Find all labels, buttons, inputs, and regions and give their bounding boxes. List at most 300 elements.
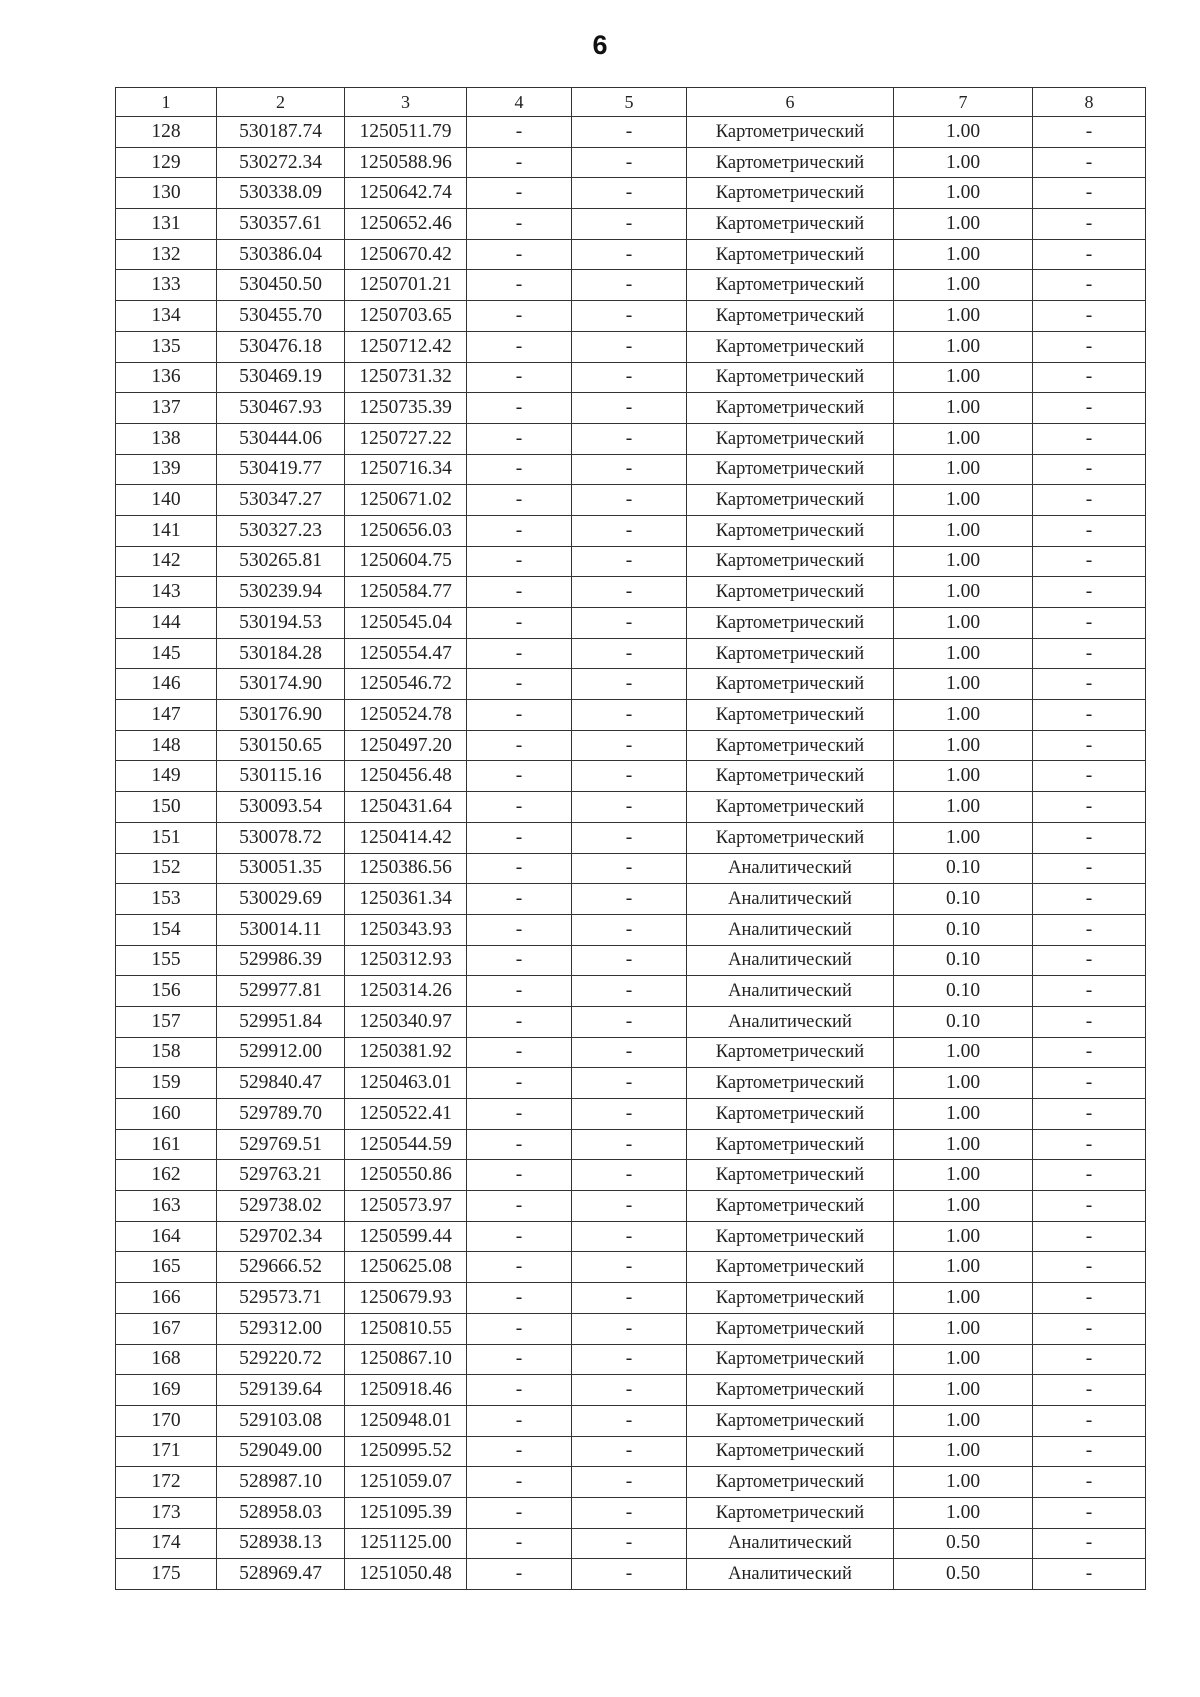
table-row — [116, 301, 1146, 332]
accuracy-cell: 0.10 — [894, 1006, 1033, 1037]
col5-cell: - — [572, 1221, 687, 1252]
accuracy-cell: 1.00 — [894, 1497, 1033, 1528]
point-number-cell: 168 — [116, 1344, 217, 1375]
col4-cell: - — [467, 1037, 572, 1068]
col8-cell: - — [1033, 1037, 1146, 1068]
accuracy-cell: 1.00 — [894, 1129, 1033, 1160]
column-header: 3 — [345, 88, 467, 117]
column-header: 2 — [217, 88, 345, 117]
table-row — [116, 1006, 1146, 1037]
accuracy-cell: 1.00 — [894, 362, 1033, 393]
method-cell: Картометрический — [687, 362, 894, 393]
method-cell: Картометрический — [687, 1129, 894, 1160]
x-coordinate-cell: 530476.18 — [217, 331, 345, 362]
y-coordinate-cell: 1250679.93 — [345, 1283, 467, 1314]
col4-cell: - — [467, 1252, 572, 1283]
y-coordinate-cell: 1250604.75 — [345, 546, 467, 577]
col4-cell: - — [467, 945, 572, 976]
point-number-cell: 154 — [116, 914, 217, 945]
accuracy-cell: 1.00 — [894, 301, 1033, 332]
point-number-cell: 130 — [116, 178, 217, 209]
col5-cell: - — [572, 761, 687, 792]
table-row — [116, 761, 1146, 792]
col5-cell: - — [572, 1006, 687, 1037]
method-cell: Картометрический — [687, 393, 894, 424]
col5-cell: - — [572, 515, 687, 546]
y-coordinate-cell: 1250546.72 — [345, 669, 467, 700]
col5-cell: - — [572, 1252, 687, 1283]
col8-cell: - — [1033, 485, 1146, 516]
method-cell: Аналитический — [687, 945, 894, 976]
table-row — [116, 546, 1146, 577]
x-coordinate-cell: 530444.06 — [217, 423, 345, 454]
table-row — [116, 239, 1146, 270]
accuracy-cell: 0.10 — [894, 853, 1033, 884]
col4-cell: - — [467, 1129, 572, 1160]
x-coordinate-cell: 529220.72 — [217, 1344, 345, 1375]
col8-cell: - — [1033, 331, 1146, 362]
method-cell: Картометрический — [687, 1467, 894, 1498]
x-coordinate-cell: 530272.34 — [217, 147, 345, 178]
col8-cell: - — [1033, 515, 1146, 546]
col8-cell: - — [1033, 393, 1146, 424]
column-header: 8 — [1033, 88, 1146, 117]
y-coordinate-cell: 1250431.64 — [345, 792, 467, 823]
table-row — [116, 853, 1146, 884]
point-number-cell: 169 — [116, 1375, 217, 1406]
point-number-cell: 174 — [116, 1528, 217, 1559]
accuracy-cell: 1.00 — [894, 1405, 1033, 1436]
col8-cell: - — [1033, 638, 1146, 669]
method-cell: Аналитический — [687, 1559, 894, 1590]
accuracy-cell: 1.00 — [894, 669, 1033, 700]
y-coordinate-cell: 1250340.97 — [345, 1006, 467, 1037]
y-coordinate-cell: 1250497.20 — [345, 730, 467, 761]
accuracy-cell: 1.00 — [894, 700, 1033, 731]
col8-cell: - — [1033, 1129, 1146, 1160]
point-number-cell: 140 — [116, 485, 217, 516]
col5-cell: - — [572, 792, 687, 823]
x-coordinate-cell: 530338.09 — [217, 178, 345, 209]
x-coordinate-cell: 530469.19 — [217, 362, 345, 393]
y-coordinate-cell: 1250312.93 — [345, 945, 467, 976]
method-cell: Картометрический — [687, 669, 894, 700]
col5-cell: - — [572, 239, 687, 270]
x-coordinate-cell: 529951.84 — [217, 1006, 345, 1037]
col4-cell: - — [467, 1467, 572, 1498]
method-cell: Картометрический — [687, 546, 894, 577]
col8-cell: - — [1033, 270, 1146, 301]
method-cell: Аналитический — [687, 914, 894, 945]
table-row — [116, 1037, 1146, 1068]
accuracy-cell: 1.00 — [894, 117, 1033, 148]
method-cell: Картометрический — [687, 700, 894, 731]
x-coordinate-cell: 530347.27 — [217, 485, 345, 516]
col4-cell: - — [467, 792, 572, 823]
method-cell: Картометрический — [687, 1221, 894, 1252]
col5-cell: - — [572, 1375, 687, 1406]
col8-cell: - — [1033, 1313, 1146, 1344]
col5-cell: - — [572, 884, 687, 915]
point-number-cell: 145 — [116, 638, 217, 669]
accuracy-cell: 1.00 — [894, 730, 1033, 761]
col8-cell: - — [1033, 209, 1146, 240]
y-coordinate-cell: 1250522.41 — [345, 1099, 467, 1130]
x-coordinate-cell: 530187.74 — [217, 117, 345, 148]
x-coordinate-cell: 530467.93 — [217, 393, 345, 424]
y-coordinate-cell: 1250573.97 — [345, 1191, 467, 1222]
table-header-row — [116, 88, 1146, 117]
accuracy-cell: 1.00 — [894, 822, 1033, 853]
accuracy-cell: 0.50 — [894, 1528, 1033, 1559]
col5-cell: - — [572, 669, 687, 700]
y-coordinate-cell: 1250712.42 — [345, 331, 467, 362]
table-row — [116, 485, 1146, 516]
col4-cell: - — [467, 147, 572, 178]
accuracy-cell: 1.00 — [894, 178, 1033, 209]
accuracy-cell: 0.10 — [894, 945, 1033, 976]
y-coordinate-cell: 1250314.26 — [345, 976, 467, 1007]
col8-cell: - — [1033, 454, 1146, 485]
table-row — [116, 822, 1146, 853]
method-cell: Картометрический — [687, 178, 894, 209]
col5-cell: - — [572, 1037, 687, 1068]
method-cell: Картометрический — [687, 761, 894, 792]
point-number-cell: 152 — [116, 853, 217, 884]
accuracy-cell: 1.00 — [894, 1252, 1033, 1283]
table-row — [116, 608, 1146, 639]
method-cell: Картометрический — [687, 209, 894, 240]
col5-cell: - — [572, 608, 687, 639]
y-coordinate-cell: 1251050.48 — [345, 1559, 467, 1590]
accuracy-cell: 1.00 — [894, 761, 1033, 792]
table-row — [116, 117, 1146, 148]
y-coordinate-cell: 1250511.79 — [345, 117, 467, 148]
method-cell: Картометрический — [687, 454, 894, 485]
accuracy-cell: 1.00 — [894, 393, 1033, 424]
accuracy-cell: 1.00 — [894, 1221, 1033, 1252]
x-coordinate-cell: 528938.13 — [217, 1528, 345, 1559]
x-coordinate-cell: 529763.21 — [217, 1160, 345, 1191]
x-coordinate-cell: 529912.00 — [217, 1037, 345, 1068]
method-cell: Картометрический — [687, 301, 894, 332]
table-row — [116, 1375, 1146, 1406]
col8-cell: - — [1033, 147, 1146, 178]
col5-cell: - — [572, 209, 687, 240]
accuracy-cell: 1.00 — [894, 1068, 1033, 1099]
col8-cell: - — [1033, 853, 1146, 884]
col5-cell: - — [572, 1160, 687, 1191]
col8-cell: - — [1033, 1559, 1146, 1590]
x-coordinate-cell: 529103.08 — [217, 1405, 345, 1436]
point-number-cell: 149 — [116, 761, 217, 792]
col5-cell: - — [572, 1405, 687, 1436]
table-row — [116, 884, 1146, 915]
accuracy-cell: 1.00 — [894, 1344, 1033, 1375]
accuracy-cell: 1.00 — [894, 608, 1033, 639]
table-row — [116, 638, 1146, 669]
col4-cell: - — [467, 546, 572, 577]
table-row — [116, 1344, 1146, 1375]
accuracy-cell: 1.00 — [894, 1037, 1033, 1068]
point-number-cell: 148 — [116, 730, 217, 761]
table-row — [116, 669, 1146, 700]
x-coordinate-cell: 530115.16 — [217, 761, 345, 792]
accuracy-cell: 1.00 — [894, 1283, 1033, 1314]
col8-cell: - — [1033, 700, 1146, 731]
col5-cell: - — [572, 301, 687, 332]
table-row — [116, 1528, 1146, 1559]
x-coordinate-cell: 530078.72 — [217, 822, 345, 853]
x-coordinate-cell: 530029.69 — [217, 884, 345, 915]
y-coordinate-cell: 1250670.42 — [345, 239, 467, 270]
method-cell: Картометрический — [687, 638, 894, 669]
table-row — [116, 1436, 1146, 1467]
col8-cell: - — [1033, 792, 1146, 823]
page-number: 6 — [592, 30, 608, 60]
table-row — [116, 209, 1146, 240]
point-number-cell: 158 — [116, 1037, 217, 1068]
col5-cell: - — [572, 1528, 687, 1559]
y-coordinate-cell: 1250625.08 — [345, 1252, 467, 1283]
accuracy-cell: 1.00 — [894, 485, 1033, 516]
col8-cell: - — [1033, 1405, 1146, 1436]
method-cell: Картометрический — [687, 1191, 894, 1222]
method-cell: Картометрический — [687, 1037, 894, 1068]
col5-cell: - — [572, 546, 687, 577]
y-coordinate-cell: 1251125.00 — [345, 1528, 467, 1559]
point-number-cell: 167 — [116, 1313, 217, 1344]
accuracy-cell: 1.00 — [894, 638, 1033, 669]
x-coordinate-cell: 530239.94 — [217, 577, 345, 608]
col5-cell: - — [572, 270, 687, 301]
table-row — [116, 1313, 1146, 1344]
col5-cell: - — [572, 1283, 687, 1314]
col4-cell: - — [467, 669, 572, 700]
y-coordinate-cell: 1250524.78 — [345, 700, 467, 731]
y-coordinate-cell: 1250463.01 — [345, 1068, 467, 1099]
y-coordinate-cell: 1250414.42 — [345, 822, 467, 853]
y-coordinate-cell: 1250343.93 — [345, 914, 467, 945]
table-row — [116, 1191, 1146, 1222]
x-coordinate-cell: 530357.61 — [217, 209, 345, 240]
x-coordinate-cell: 528987.10 — [217, 1467, 345, 1498]
method-cell: Картометрический — [687, 730, 894, 761]
col8-cell: - — [1033, 945, 1146, 976]
y-coordinate-cell: 1250735.39 — [345, 393, 467, 424]
col5-cell: - — [572, 853, 687, 884]
x-coordinate-cell: 529049.00 — [217, 1436, 345, 1467]
method-cell: Картометрический — [687, 1313, 894, 1344]
col4-cell: - — [467, 608, 572, 639]
x-coordinate-cell: 530014.11 — [217, 914, 345, 945]
col5-cell: - — [572, 147, 687, 178]
point-number-cell: 171 — [116, 1436, 217, 1467]
col5-cell: - — [572, 331, 687, 362]
method-cell: Картометрический — [687, 1375, 894, 1406]
y-coordinate-cell: 1250716.34 — [345, 454, 467, 485]
col5-cell: - — [572, 1436, 687, 1467]
col4-cell: - — [467, 1344, 572, 1375]
col8-cell: - — [1033, 822, 1146, 853]
col8-cell: - — [1033, 669, 1146, 700]
y-coordinate-cell: 1250671.02 — [345, 485, 467, 516]
col8-cell: - — [1033, 178, 1146, 209]
table-row — [116, 1068, 1146, 1099]
point-number-cell: 133 — [116, 270, 217, 301]
accuracy-cell: 1.00 — [894, 1313, 1033, 1344]
method-cell: Картометрический — [687, 1099, 894, 1130]
col5-cell: - — [572, 1559, 687, 1590]
coordinates-table — [115, 87, 1146, 1590]
col4-cell: - — [467, 454, 572, 485]
y-coordinate-cell: 1250642.74 — [345, 178, 467, 209]
point-number-cell: 129 — [116, 147, 217, 178]
accuracy-cell: 1.00 — [894, 1375, 1033, 1406]
col4-cell: - — [467, 1006, 572, 1037]
col8-cell: - — [1033, 117, 1146, 148]
table-row — [116, 1559, 1146, 1590]
col8-cell: - — [1033, 577, 1146, 608]
y-coordinate-cell: 1250381.92 — [345, 1037, 467, 1068]
accuracy-cell: 1.00 — [894, 209, 1033, 240]
x-coordinate-cell: 530051.35 — [217, 853, 345, 884]
y-coordinate-cell: 1250550.86 — [345, 1160, 467, 1191]
point-number-cell: 155 — [116, 945, 217, 976]
y-coordinate-cell: 1250584.77 — [345, 577, 467, 608]
point-number-cell: 172 — [116, 1467, 217, 1498]
col4-cell: - — [467, 1436, 572, 1467]
col4-cell: - — [467, 822, 572, 853]
method-cell: Картометрический — [687, 239, 894, 270]
accuracy-cell: 1.00 — [894, 577, 1033, 608]
y-coordinate-cell: 1250810.55 — [345, 1313, 467, 1344]
x-coordinate-cell: 530450.50 — [217, 270, 345, 301]
y-coordinate-cell: 1250867.10 — [345, 1344, 467, 1375]
column-header: 4 — [467, 88, 572, 117]
y-coordinate-cell: 1250652.46 — [345, 209, 467, 240]
col4-cell: - — [467, 1375, 572, 1406]
y-coordinate-cell: 1250544.59 — [345, 1129, 467, 1160]
accuracy-cell: 1.00 — [894, 1191, 1033, 1222]
x-coordinate-cell: 529312.00 — [217, 1313, 345, 1344]
method-cell: Картометрический — [687, 1497, 894, 1528]
col8-cell: - — [1033, 1099, 1146, 1130]
y-coordinate-cell: 1250995.52 — [345, 1436, 467, 1467]
point-number-cell: 165 — [116, 1252, 217, 1283]
point-number-cell: 159 — [116, 1068, 217, 1099]
col4-cell: - — [467, 117, 572, 148]
method-cell: Картометрический — [687, 822, 894, 853]
col5-cell: - — [572, 822, 687, 853]
method-cell: Картометрический — [687, 792, 894, 823]
x-coordinate-cell: 530150.65 — [217, 730, 345, 761]
accuracy-cell: 1.00 — [894, 239, 1033, 270]
table-row — [116, 393, 1146, 424]
col4-cell: - — [467, 1313, 572, 1344]
table-row — [116, 792, 1146, 823]
col5-cell: - — [572, 1467, 687, 1498]
x-coordinate-cell: 530327.23 — [217, 515, 345, 546]
column-header: 7 — [894, 88, 1033, 117]
y-coordinate-cell: 1250545.04 — [345, 608, 467, 639]
col5-cell: - — [572, 730, 687, 761]
col4-cell: - — [467, 1497, 572, 1528]
method-cell: Картометрический — [687, 515, 894, 546]
method-cell: Картометрический — [687, 117, 894, 148]
x-coordinate-cell: 529702.34 — [217, 1221, 345, 1252]
table-row — [116, 1221, 1146, 1252]
accuracy-cell: 1.00 — [894, 1467, 1033, 1498]
y-coordinate-cell: 1250588.96 — [345, 147, 467, 178]
col4-cell: - — [467, 331, 572, 362]
x-coordinate-cell: 530184.28 — [217, 638, 345, 669]
col4-cell: - — [467, 853, 572, 884]
point-number-cell: 137 — [116, 393, 217, 424]
table-row — [116, 1497, 1146, 1528]
table-row — [116, 1099, 1146, 1130]
point-number-cell: 138 — [116, 423, 217, 454]
col4-cell: - — [467, 1099, 572, 1130]
point-number-cell: 142 — [116, 546, 217, 577]
col4-cell: - — [467, 178, 572, 209]
method-cell: Аналитический — [687, 853, 894, 884]
col8-cell: - — [1033, 1344, 1146, 1375]
col8-cell: - — [1033, 1283, 1146, 1314]
col4-cell: - — [467, 730, 572, 761]
x-coordinate-cell: 530174.90 — [217, 669, 345, 700]
col5-cell: - — [572, 178, 687, 209]
y-coordinate-cell: 1250727.22 — [345, 423, 467, 454]
point-number-cell: 156 — [116, 976, 217, 1007]
col8-cell: - — [1033, 301, 1146, 332]
method-cell: Аналитический — [687, 1006, 894, 1037]
point-number-cell: 173 — [116, 1497, 217, 1528]
x-coordinate-cell: 530194.53 — [217, 608, 345, 639]
table-row — [116, 147, 1146, 178]
col5-cell: - — [572, 1344, 687, 1375]
method-cell: Картометрический — [687, 1436, 894, 1467]
col4-cell: - — [467, 1405, 572, 1436]
accuracy-cell: 0.10 — [894, 884, 1033, 915]
col8-cell: - — [1033, 730, 1146, 761]
method-cell: Картометрический — [687, 608, 894, 639]
x-coordinate-cell: 529977.81 — [217, 976, 345, 1007]
point-number-cell: 134 — [116, 301, 217, 332]
col8-cell: - — [1033, 1160, 1146, 1191]
x-coordinate-cell: 529139.64 — [217, 1375, 345, 1406]
table-row — [116, 1283, 1146, 1314]
col8-cell: - — [1033, 1467, 1146, 1498]
col4-cell: - — [467, 209, 572, 240]
point-number-cell: 164 — [116, 1221, 217, 1252]
col4-cell: - — [467, 1160, 572, 1191]
accuracy-cell: 0.50 — [894, 1559, 1033, 1590]
col4-cell: - — [467, 393, 572, 424]
col5-cell: - — [572, 423, 687, 454]
col8-cell: - — [1033, 362, 1146, 393]
col5-cell: - — [572, 362, 687, 393]
accuracy-cell: 1.00 — [894, 1160, 1033, 1191]
point-number-cell: 166 — [116, 1283, 217, 1314]
table-row — [116, 1405, 1146, 1436]
accuracy-cell: 1.00 — [894, 792, 1033, 823]
method-cell: Картометрический — [687, 1344, 894, 1375]
y-coordinate-cell: 1251095.39 — [345, 1497, 467, 1528]
x-coordinate-cell: 528969.47 — [217, 1559, 345, 1590]
method-cell: Картометрический — [687, 270, 894, 301]
y-coordinate-cell: 1250456.48 — [345, 761, 467, 792]
